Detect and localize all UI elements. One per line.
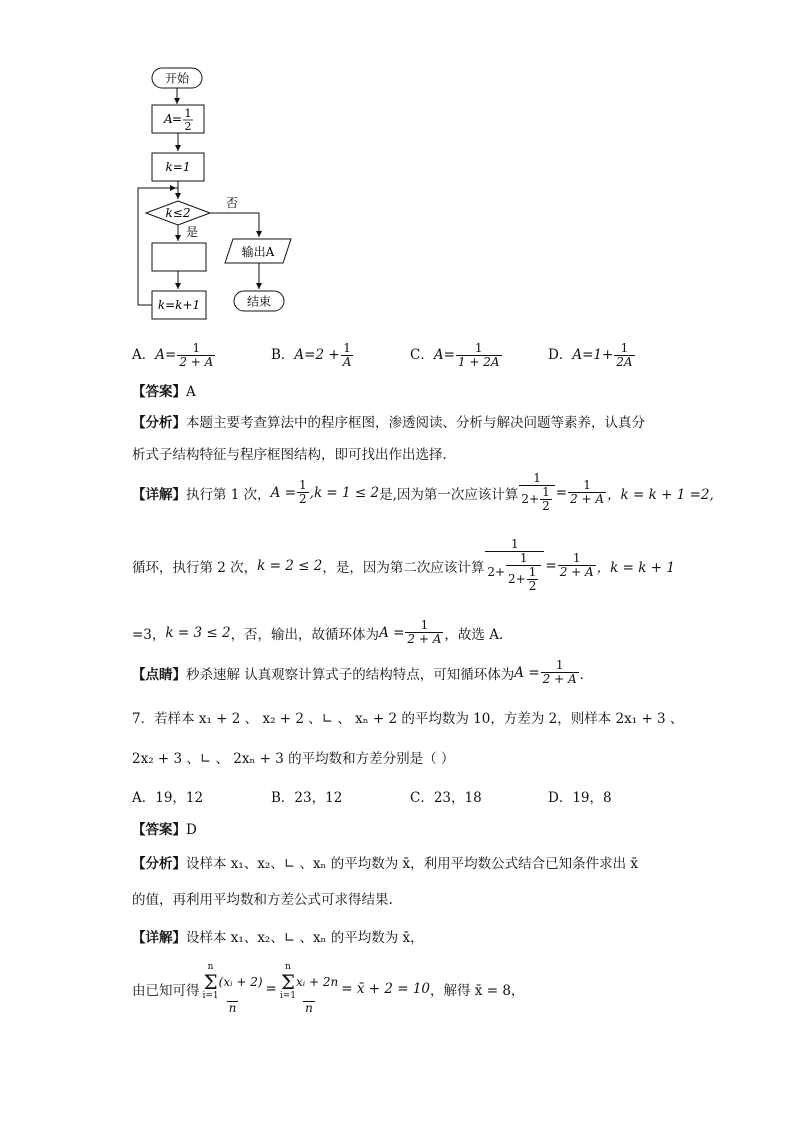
q7-detail-line2: 由已知可得 n Σ i=1 (xᵢ + 2) n = n Σ i=1 xᵢ + 2n n = x̄ + 2 = 10 ，解得 x̄ = 8， xyxy=(132,962,525,1015)
q6-option-d: D．A=1+ $\frac{1}{2A}$ xyxy=(548,341,633,369)
q7-question-line1: 7．若样本 x₁ + 2 、 x₂ + 2 、∟ 、 xₙ + 2 的平均数为 10，方差为 2，则样本 2x₁ + 3 、 xyxy=(132,711,684,727)
q7-question-line2: 2x₂ + 3 、∟ 、 2xₙ + 3 的平均数和方差分别是（ ） xyxy=(132,751,455,767)
q7-option-d: D．19，8 xyxy=(548,790,612,806)
q7-option-c: C．23，18 xyxy=(410,790,482,806)
q6-option-c: C．A= $\frac{1}{1 + 2A}$ xyxy=(410,341,500,369)
output-label: 输出A xyxy=(241,245,275,259)
q6-tip: 【点睛】 秒杀速解 认真观察计算式子的结构特点，可知循环体为 A = $\frac{1}{2 + A}$ ． xyxy=(132,658,594,686)
sum-frac-2: n Σ i=1 xᵢ + 2n n xyxy=(279,962,339,1015)
q6-analysis-line1: 【分析】本题主要考查算法中的程序框图，渗透阅读、分析与解决问题等素养，认真分 xyxy=(132,415,645,431)
q6-detail-line3: =3， k = 3 ≤ 2 ，否，输出，故循环体为 A = $\frac{1}{2 + A}$ ，故选 A． xyxy=(132,618,513,646)
nested-frac-2: 1 2+ 1 2+ $\frac{1}{2}$ xyxy=(485,538,544,593)
init-k-label: k=1 xyxy=(165,160,191,174)
q6-detail-line2: 循环，执行第 2 次， k = 2 ≤ 2 ，是，因为第二次应该计算 1 2+ 1 2+ $\frac{1}{2}$ = $\frac{1}{2 + A}$ ，k = k + 1 xyxy=(132,537,675,593)
q6-option-a: A．A= $\frac{1}{2 + A}$ xyxy=(132,341,214,369)
init-a-num: 1 xyxy=(184,107,192,120)
end-label: 结束 xyxy=(246,294,272,309)
no-label: 否 xyxy=(226,196,239,210)
init-a-var: A xyxy=(164,112,173,126)
sum-frac-1: n Σ i=1 (xᵢ + 2) n xyxy=(202,962,263,1015)
start-label: 开始 xyxy=(164,71,190,86)
q6-option-b: B．A=2 + $\frac{1}{A}$ xyxy=(271,341,352,369)
loop-body-box xyxy=(152,243,206,271)
q6-analysis-line2: 析式子结构特征与程序框图结构，即可找出作出选择． xyxy=(132,447,456,463)
q7-answer: 【答案】D xyxy=(132,822,197,838)
q7-option-b: B．23，12 xyxy=(271,790,343,806)
increment-label: k=k+1 xyxy=(157,298,201,312)
init-a-eq: = xyxy=(172,112,183,126)
q6-detail-line1: 【详解】 执行第 1 次， A = $\frac{1}{2}$ ,k = 1 ≤ 2 是,因为第一次应该计算 1 2+ $\frac{1}{2}$ = $\frac{1}{2 + A}$ ，k = k + 1 =2, xyxy=(132,471,714,513)
q6-answer: 【答案】A xyxy=(132,384,196,400)
q7-option-a: A．19，12 xyxy=(132,790,204,806)
init-a-den: 2 xyxy=(184,120,192,133)
q7-analysis-line2: 的值，再利用平均数和方差公式可求得结果. xyxy=(132,892,393,908)
q7-detail-line1: 【详解】设样本 x₁、x₂、∟ 、xₙ 的平均数为 x̄， xyxy=(132,930,424,946)
nested-frac-1: 1 2+ $\frac{1}{2}$ xyxy=(519,472,554,513)
condition-label: k≤2 xyxy=(165,206,191,220)
flowchart xyxy=(120,60,320,325)
q7-analysis-line1: 【分析】设样本 x₁、x₂、∟ 、xₙ 的平均数为 x̄，利用平均数公式结合已知条件求出 x̄ xyxy=(132,856,638,872)
yes-label: 是 xyxy=(186,225,199,239)
